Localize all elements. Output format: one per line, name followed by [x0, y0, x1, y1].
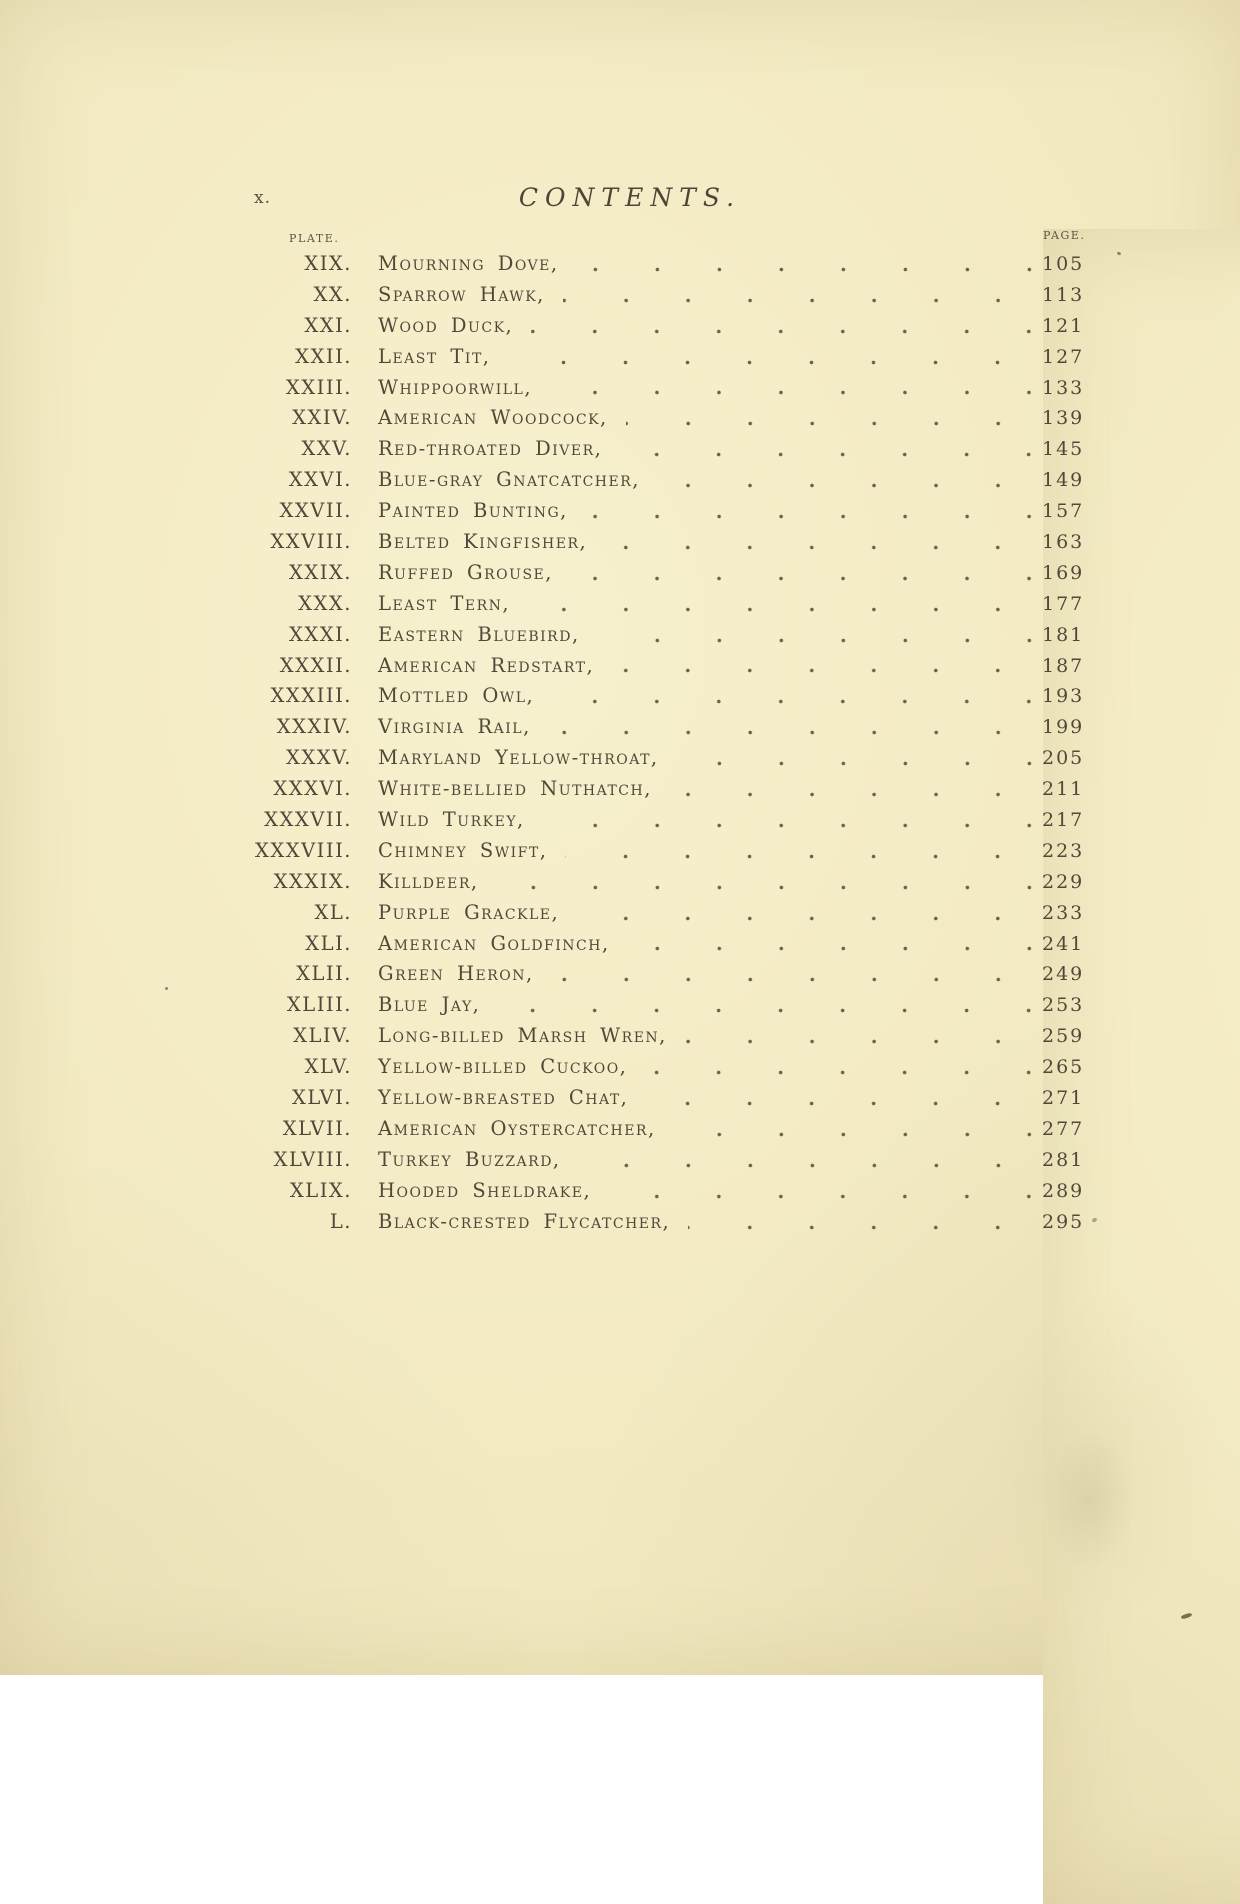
- entry-title: Purple Grackle,: [378, 900, 560, 924]
- entry-title: Yellow-breasted Chat,: [378, 1086, 629, 1110]
- plate-numeral: XXIV.: [292, 406, 352, 430]
- entry-page-number: 199: [1042, 716, 1085, 739]
- entry-page-number: 121: [1042, 314, 1085, 337]
- contents-list: [0, 249, 1240, 1238]
- plate-numeral: XXIII.: [285, 375, 352, 399]
- plate-numeral: XXXIII.: [270, 684, 352, 708]
- contents-row: [0, 898, 1240, 929]
- entry-page-number: 127: [1042, 345, 1085, 368]
- dot-leader: [605, 527, 1034, 558]
- entry-title: Maryland Yellow-throat,: [378, 746, 659, 770]
- plate-numeral: XXXII.: [279, 653, 352, 677]
- entry-page-number: 133: [1042, 376, 1085, 399]
- dot-leader: [549, 712, 1034, 743]
- dot-leader: [550, 373, 1034, 404]
- entry-title: American Oystercatcher,: [378, 1116, 656, 1140]
- dot-leader: [508, 342, 1034, 373]
- folio-page-number: x.: [254, 188, 271, 208]
- contents-row: [0, 743, 1240, 774]
- plate-numeral: XL.: [314, 900, 352, 924]
- paper-speck: [165, 987, 168, 990]
- dot-leader: [626, 403, 1034, 434]
- contents-row: [0, 589, 1240, 620]
- entry-title: White-bellied Nuthatch,: [378, 777, 652, 801]
- contents-row: [0, 805, 1240, 836]
- entry-page-number: 105: [1042, 253, 1085, 275]
- entry-title: American Goldfinch,: [378, 931, 610, 955]
- entry-title: Killdeer,: [378, 869, 479, 893]
- contents-row: [0, 712, 1240, 743]
- contents-row: [0, 867, 1240, 898]
- contents-row: [0, 249, 1240, 280]
- dot-leader: [598, 620, 1034, 651]
- entry-page-number: 193: [1042, 685, 1085, 708]
- dot-leader: [646, 1083, 1034, 1114]
- dot-leader: [528, 589, 1034, 620]
- dot-leader: [552, 959, 1034, 990]
- contents-row: [0, 990, 1240, 1021]
- entry-page-number: 113: [1042, 283, 1085, 306]
- dot-leader: [565, 836, 1034, 867]
- dot-leader: [498, 990, 1034, 1021]
- plate-numeral: XXXI.: [288, 622, 352, 646]
- contents-row: [0, 1207, 1240, 1238]
- plate-numeral: XXXVII.: [264, 808, 352, 832]
- plate-numeral: XXVI.: [288, 468, 352, 492]
- column-header-page: PAGE.: [1043, 229, 1240, 1904]
- entry-title: Black-crested Flycatcher,: [378, 1209, 671, 1233]
- dot-leader: [658, 465, 1034, 496]
- entry-title: Mourning Dove,: [378, 252, 559, 275]
- dot-leader: [531, 311, 1034, 342]
- entry-title: Yellow-billed Cuckoo,: [378, 1055, 628, 1079]
- entry-page-number: 145: [1042, 438, 1085, 461]
- entry-title: Ruffed Grouse,: [378, 560, 553, 584]
- contents-row: [0, 836, 1240, 867]
- entry-title: Eastern Bluebird,: [378, 622, 580, 646]
- entry-title: Blue Jay,: [378, 993, 481, 1017]
- plate-numeral: XXVIII.: [270, 530, 352, 554]
- entry-page-number: 187: [1042, 654, 1085, 677]
- entry-page-number: 265: [1042, 1056, 1085, 1079]
- entry-title: Wild Turkey,: [378, 808, 525, 832]
- plate-numeral: XXVII.: [279, 499, 352, 523]
- dot-leader: [609, 1176, 1034, 1207]
- plate-numeral: XLVIII.: [273, 1147, 352, 1171]
- entry-title: Whippoorwill,: [378, 375, 533, 399]
- contents-row: [0, 311, 1240, 342]
- plate-numeral: XLV.: [304, 1055, 352, 1079]
- dot-leader: [586, 496, 1034, 527]
- dot-leader: [620, 434, 1034, 465]
- column-header-plate: PLATE.: [289, 232, 340, 245]
- entry-page-number: 241: [1042, 932, 1085, 955]
- entry-page-number: 295: [1042, 1210, 1085, 1233]
- plate-numeral: XXXVI.: [273, 777, 352, 801]
- contents-row: [0, 465, 1240, 496]
- paper-smudge: [1045, 1430, 1135, 1570]
- plate-numeral: XX.: [313, 282, 352, 306]
- entry-page-number: 181: [1042, 623, 1085, 646]
- dot-leader: [497, 867, 1034, 898]
- contents-row: [0, 403, 1240, 434]
- plate-numeral: XXI.: [304, 313, 352, 337]
- dot-leader: [628, 929, 1034, 960]
- entry-page-number: 139: [1042, 407, 1085, 430]
- contents-row: [0, 527, 1240, 558]
- entry-page-number: 271: [1042, 1087, 1085, 1110]
- entry-page-number: 149: [1042, 469, 1085, 492]
- plate-numeral: XLII.: [296, 962, 352, 986]
- entry-page-number: 253: [1042, 994, 1085, 1017]
- dot-leader: [571, 558, 1034, 589]
- contents-row: [0, 681, 1240, 712]
- dot-leader: [579, 1145, 1034, 1176]
- entry-title: American Woodcock,: [378, 406, 608, 430]
- entry-page-number: 277: [1042, 1117, 1085, 1140]
- contents-row: [0, 651, 1240, 682]
- entry-title: American Redstart,: [378, 653, 595, 677]
- plate-numeral: XXXV.: [285, 746, 352, 770]
- contents-row: [0, 1176, 1240, 1207]
- plate-numeral: XXII.: [295, 344, 352, 368]
- dot-leader: [612, 651, 1034, 682]
- entry-page-number: 177: [1042, 592, 1085, 615]
- contents-row: [0, 1114, 1240, 1145]
- entry-title: Red-throated Diver,: [378, 437, 603, 461]
- entry-title: Wood Duck,: [378, 313, 514, 337]
- entry-title: Hooded Sheldrake,: [378, 1178, 592, 1202]
- entry-title: Least Tit,: [378, 344, 491, 368]
- plate-numeral: XLIX.: [289, 1178, 352, 1202]
- entry-title: Chimney Swift,: [378, 838, 548, 862]
- plate-numeral: L.: [329, 1209, 352, 1233]
- plate-numeral: XLVII.: [282, 1116, 352, 1140]
- contents-row: [0, 373, 1240, 404]
- entry-title: Virginia Rail,: [378, 715, 531, 739]
- plate-numeral: XXX.: [298, 591, 352, 615]
- contents-row: [0, 496, 1240, 527]
- entry-page-number: 229: [1042, 870, 1085, 893]
- dot-leader: [677, 743, 1034, 774]
- plate-numeral: XLVI.: [291, 1086, 352, 1110]
- entry-page-number: 281: [1042, 1148, 1085, 1171]
- entry-title: Belted Kingfisher,: [378, 530, 588, 554]
- contents-row: [0, 1052, 1240, 1083]
- contents-row: [0, 1021, 1240, 1052]
- plate-numeral: XXXVIII.: [254, 838, 352, 862]
- plate-numeral: XIX.: [304, 252, 352, 275]
- entry-title: Painted Bunting,: [378, 499, 568, 523]
- contents-row: [0, 774, 1240, 805]
- dot-leader: [577, 898, 1034, 929]
- entry-page-number: 217: [1042, 809, 1085, 832]
- contents-row: [0, 434, 1240, 465]
- dot-leader: [685, 1021, 1034, 1052]
- plate-numeral: XXV.: [301, 437, 352, 461]
- contents-row: [0, 959, 1240, 990]
- entry-title: Least Tern,: [378, 591, 511, 615]
- plate-numeral: XXXIV.: [276, 715, 352, 739]
- page-title: CONTENTS.: [518, 183, 742, 212]
- entry-page-number: 249: [1042, 963, 1085, 986]
- entry-title: Blue-gray Gnatcatcher,: [378, 468, 640, 492]
- entry-page-number: 163: [1042, 531, 1085, 554]
- plate-numeral: XXXIX.: [273, 869, 352, 893]
- plate-numeral: XLIV.: [293, 1024, 352, 1048]
- dot-leader: [543, 805, 1034, 836]
- dot-leader: [563, 280, 1034, 311]
- contents-row: [0, 929, 1240, 960]
- entry-page-number: 211: [1042, 778, 1085, 801]
- entry-page-number: 157: [1042, 500, 1085, 523]
- dot-leader: [688, 1207, 1034, 1238]
- entry-title: Turkey Buzzard,: [378, 1147, 561, 1171]
- entry-title: Green Heron,: [378, 962, 534, 986]
- contents-row: [0, 1083, 1240, 1114]
- contents-row: [0, 1145, 1240, 1176]
- entry-page-number: 289: [1042, 1179, 1085, 1202]
- dot-leader: [552, 681, 1034, 712]
- dot-leader: [645, 1052, 1034, 1083]
- entry-page-number: 205: [1042, 747, 1085, 770]
- plate-numeral: XLI.: [305, 931, 352, 955]
- entry-page-number: 223: [1042, 839, 1085, 862]
- contents-row: [0, 342, 1240, 373]
- entry-page-number: 259: [1042, 1025, 1085, 1048]
- plate-numeral: XLIII.: [286, 993, 352, 1017]
- entry-page-number: 233: [1042, 901, 1085, 924]
- entry-title: Sparrow Hawk,: [378, 282, 545, 306]
- dot-leader: [674, 1114, 1034, 1145]
- contents-row: [0, 280, 1240, 311]
- contents-row: [0, 558, 1240, 589]
- dot-leader: [577, 249, 1034, 280]
- plate-numeral: XXIX.: [288, 560, 352, 584]
- entry-page-number: 169: [1042, 561, 1085, 584]
- dot-leader: [670, 774, 1034, 805]
- contents-row: [0, 620, 1240, 651]
- entry-title: Long-billed Marsh Wren,: [378, 1024, 667, 1048]
- entry-title: Mottled Owl,: [378, 684, 535, 708]
